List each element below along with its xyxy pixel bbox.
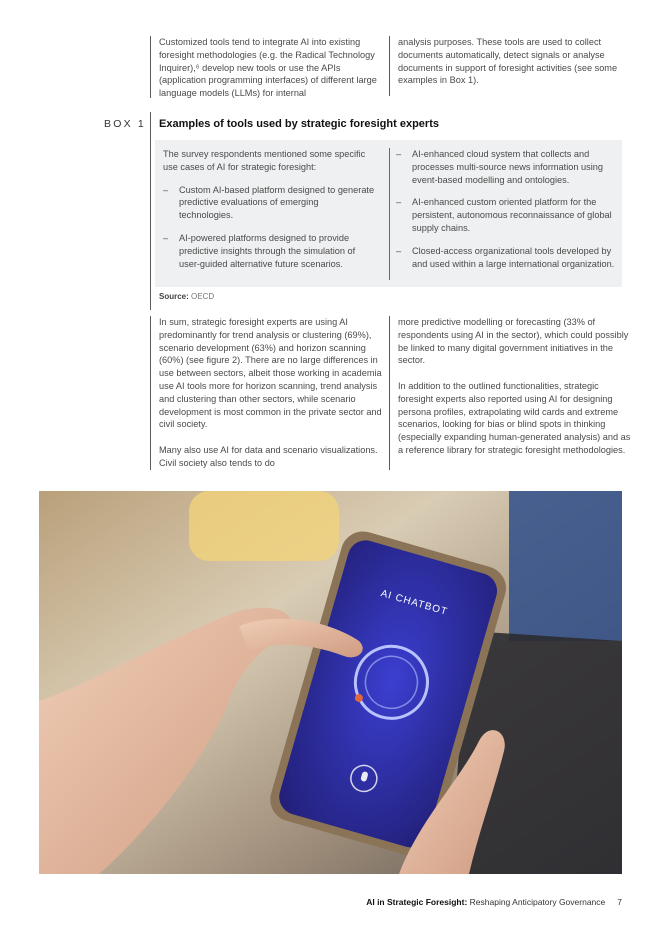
intro-column-left (150, 36, 387, 98)
paragraph: Many also use AI for data and scenario visualizations. Civil society also tends to do (159, 444, 378, 468)
list-item (396, 196, 622, 234)
dash-marker: – (396, 245, 402, 256)
box-panel-right (389, 148, 622, 280)
list-item-text: AI-powered platforms designed to provide predictive insights through the simulation of user-guided alternative future scenarios. (179, 232, 356, 269)
source-value: OECD (191, 292, 215, 301)
footer-title-rest: Reshaping Anticipatory Governance (467, 897, 606, 907)
paragraph: more predictive modelling or forecasting (33% of respondents using AI in the sector), which could possibly be linked to many digital government initiatives in the sector. (398, 317, 629, 366)
photo-hand-holding-phone (39, 491, 622, 874)
box-source (159, 292, 214, 301)
intro-right-text: analysis purposes. These tools are used to collect documents automatically, detect signals or analyse documents in support of foresight activities (see some examples in Box 1). (398, 37, 618, 86)
list-item-text: Custom AI-based platform designed to generate predictive evaluations of emerging technologies. (179, 184, 375, 221)
list-item (163, 232, 375, 270)
box-divider (150, 112, 151, 310)
list-item (396, 245, 622, 271)
list-item-text: Closed-access organizational tools developed by and used within a large international organization. (412, 245, 615, 269)
intro-column-right (389, 36, 634, 96)
footer-title-bold: AI in Strategic Foresight: (366, 897, 468, 907)
dash-marker: – (396, 149, 402, 159)
photo-illustration (39, 491, 622, 874)
chatbot-title: AI CHATBOT (379, 588, 449, 618)
body-column-right (389, 316, 634, 470)
box-panel (155, 140, 622, 287)
dash-marker: – (163, 232, 169, 243)
body-column-left (150, 316, 387, 470)
box-label: BOX 1 (104, 118, 146, 130)
page-number: 7 (617, 897, 622, 907)
box-panel-left (163, 148, 375, 280)
box-intro: The survey respondents mentioned some specific use cases of AI for strategic foresight: (163, 149, 366, 172)
list-item-text: AI-enhanced cloud system that collects and processes multi-source news information using event-based modelling and ontologies. (412, 149, 603, 185)
intro-left-text: Customized tools tend to integrate AI into existing foresight methodologies (e.g. the Radical Technology Inquirer),⁶ develop new tools or use the APIs (application programming interfaces) of different large language models (LLMs) for internal (159, 37, 377, 99)
dash-marker: – (163, 184, 169, 195)
dash-marker: – (396, 197, 402, 208)
box-title: Examples of tools used by strategic foresight experts (159, 118, 439, 130)
list-item (396, 148, 622, 186)
list-item-text: AI-enhanced custom oriented platform for the persistent, autonomous reconnaissance of global supply chains. (412, 197, 612, 233)
paragraph: In addition to the outlined functionalities, strategic foresight experts also reported using AI for designing persona profiles, extrapolating wild cards and extreme scenarios, looking for bias or blind spots in thinking (especially expanding human-generated analysis) and as a reference library for strategic foresight methodologies. (398, 380, 631, 455)
list-item (163, 184, 375, 222)
paragraph: In sum, strategic foresight experts are using AI predominantly for trend analysis or clustering (69%), scenario development (63%) and horizon scanning (60%) (see figure 2). There are no large differences in use between sectors, albeit those working in academia use AI tools more for horizon scanning, trend analysis and clustering than other sectors, while scenario development is most common in the private sector and civil society. (159, 317, 382, 430)
source-label: Source: (159, 292, 189, 301)
page-footer (366, 897, 622, 907)
